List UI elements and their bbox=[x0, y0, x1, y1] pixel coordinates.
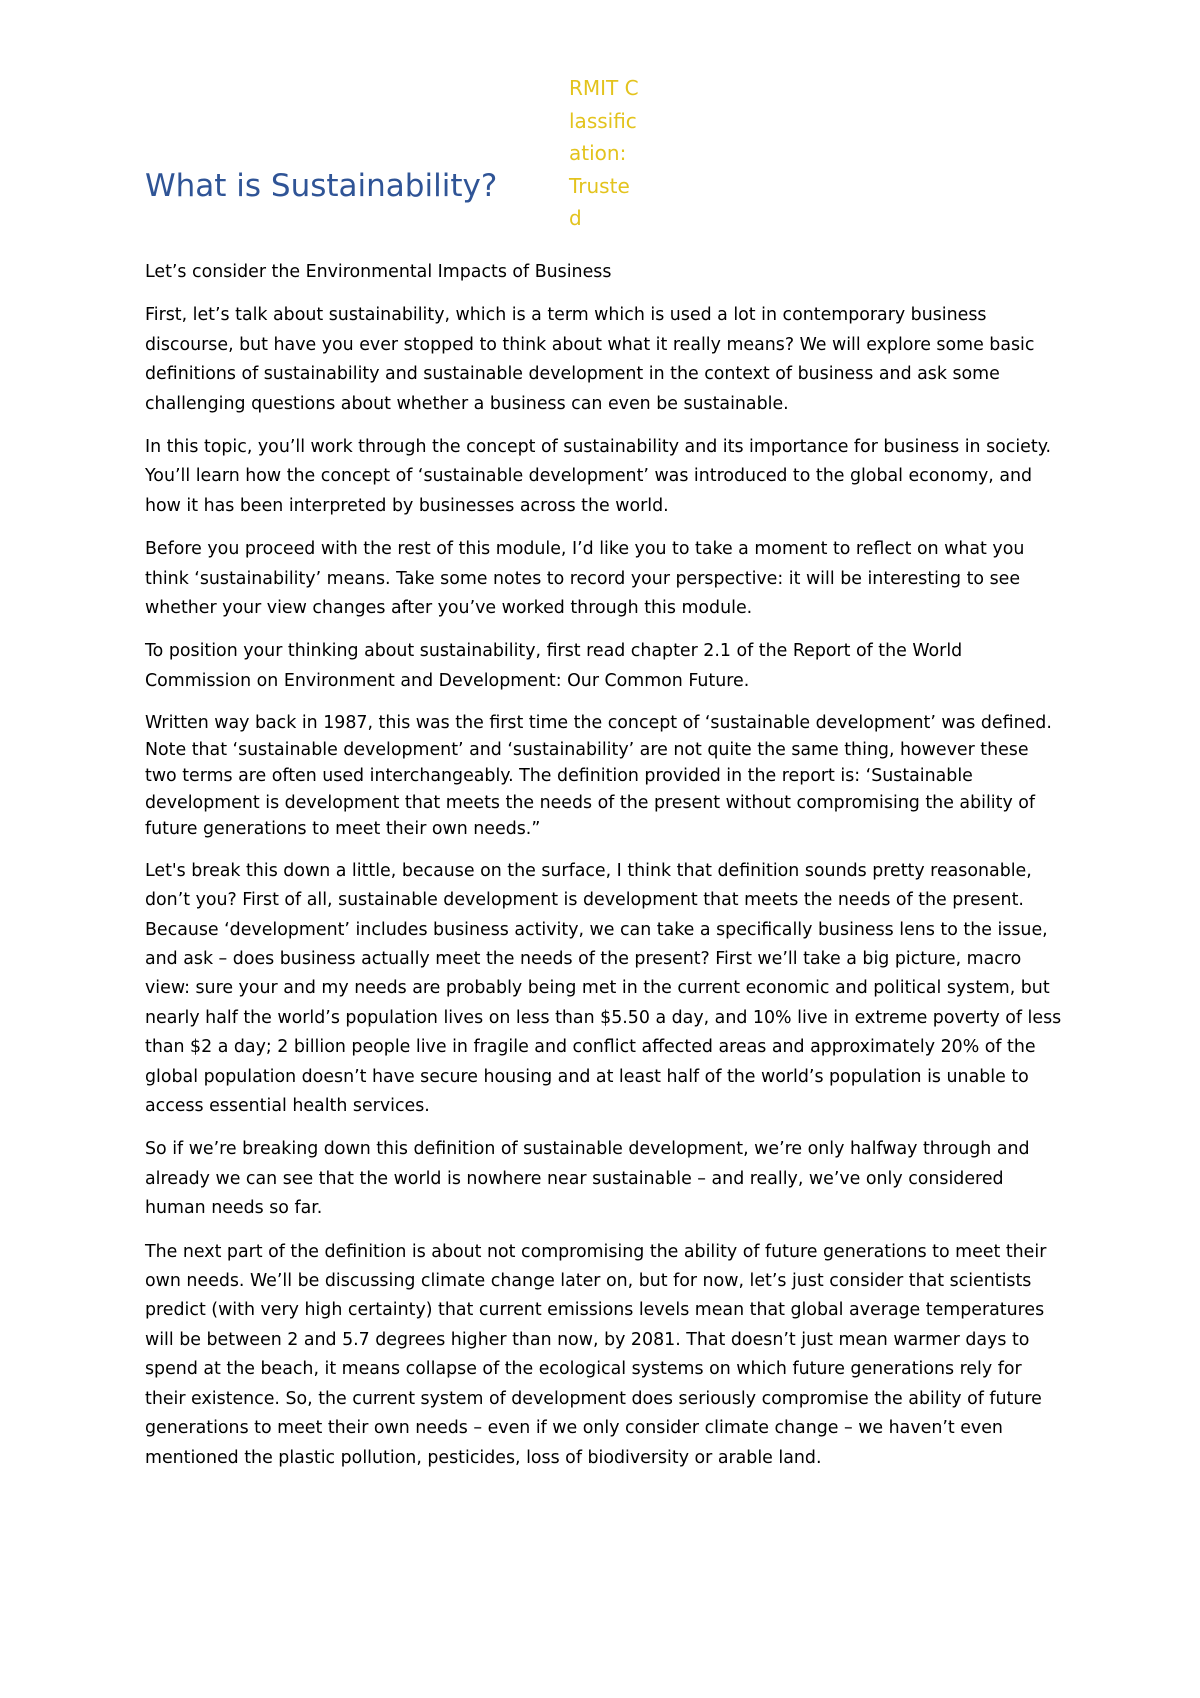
page-title: What is Sustainability? bbox=[145, 168, 498, 204]
classification-label: RMIT Classification: Trusted bbox=[569, 76, 639, 230]
body-paragraph: In this topic, you’ll work through the concept of sustainability and its importance for business in society. You’ll learn how the concept of ‘sustainable development’ was introduced to the global economy, and how it has been interpreted by businesses across the world. bbox=[145, 437, 1052, 516]
body-paragraph: To position your thinking about sustainability, first read chapter 2.1 of the Report of the World Commission on Environment and Development: Our Common Future. bbox=[145, 641, 963, 691]
body-paragraph: Let's break this down a little, because on the surface, I think that definition sounds pretty reasonable, don’t you? First of all, sustainable development is development that meets the needs of the present. Because ‘development’ includes business activity, we can take a specifically business lens to the issue, and ask – does business actually meet the needs of the present? First we’ll take a big picture, macro view: sure your and my needs are probably being met in the current economic and political system, but nearly half the world’s population lives on less than $5.50 a day, and 10% live in extreme poverty of less than $2 a day; 2 billion people live in fragile and conflict affected areas and approximately 20% of the global population doesn’t have secure housing and at least half of the world’s population is unable to access essential health services. bbox=[145, 860, 1062, 1117]
intro-heading-paragraph: Let’s consider the Environmental Impacts of Business bbox=[145, 262, 612, 282]
body-paragraph: The next part of the definition is about not compromising the ability of future generations to meet their own needs. We’ll be discussing climate change later on, but for now, let’s just consider that scientists predict (with very high certainty) that current emissions levels mean that global average temperatures will be between 2 and 5.7 degrees higher than now, by 2081. That doesn’t just mean warmer days to spend at the beach, it means collapse of the ecological systems on which future generations rely for their existence. So, the current system of development does seriously compromise the ability of future generations to meet their own needs – even if we only consider climate change – we haven’t even mentioned the plastic pollution, pesticides, loss of biodiversity or arable land. bbox=[145, 1241, 1047, 1468]
document-body bbox=[145, 258, 1065, 1487]
body-paragraph: So if we’re breaking down this definition of sustainable development, we’re only halfway through and already we can see that the world is nowhere near sustainable – and really, we’ve only considered human needs so far. bbox=[145, 1139, 1030, 1219]
body-paragraph: First, let’s talk about sustainability, which is a term which is used a lot in contemporary business discourse, but have you ever stopped to think about what it really means? We will explore some basic definitions of sustainability and sustainable development in the context of business and ask some challenging questions about whether a business can even be sustainable. bbox=[145, 305, 1035, 414]
body-paragraph: Before you proceed with the rest of this module, I’d like you to take a moment to reflect on what you think ‘sustainability’ means. Take some notes to record your perspective: it will be interesting to see whether your view changes after you’ve worked through this module. bbox=[145, 539, 1025, 619]
body-paragraph: Written way back in 1987, this was the first time the concept of ‘sustainable development’ was defined. Note that ‘sustainable development’ and ‘sustainability’ are not quite the same thing, however these two terms are often used interchangeably. The definition provided in the report is: ‘Sustainable development is development that meets the needs of the present without compromising the ability of future generations to meet their own needs.” bbox=[145, 713, 1052, 840]
